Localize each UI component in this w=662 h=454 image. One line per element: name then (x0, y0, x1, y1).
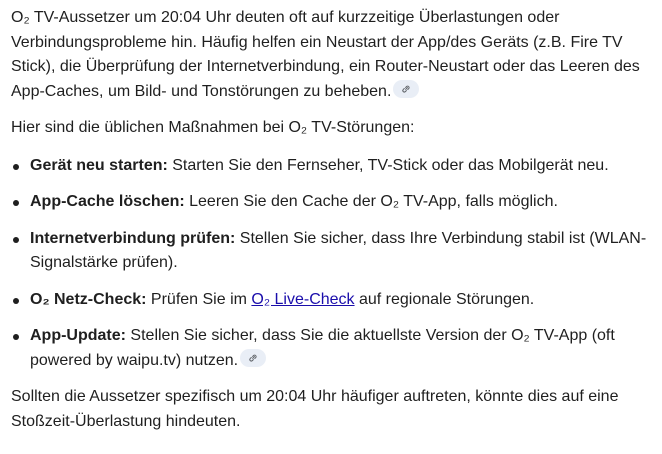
measures-lead: Hier sind die üblichen Maßnahmen bei O₂ TV-Störungen: (11, 119, 415, 136)
source-link-chip[interactable] (240, 349, 266, 367)
measure-title: O₂ Netz-Check: (30, 290, 147, 308)
list-item (11, 154, 650, 179)
measure-title: App-Update: (30, 327, 126, 344)
measure-text: Leeren Sie den Cache der O₂ TV-App, falls möglich. (184, 193, 558, 210)
bullet-dot (13, 200, 19, 206)
bullet-dot (13, 237, 19, 243)
measure-text-after: auf regionale Störungen. (354, 290, 535, 308)
link-icon (400, 83, 412, 95)
measure-text: Stellen Sie sicher, dass Sie die aktuellste Version der O₂ TV-App (oft powered by waipu.tv) nutzen. (30, 327, 615, 369)
measure-title: Internetverbindung prüfen: (30, 229, 236, 247)
link-icon (247, 352, 259, 364)
intro-paragraph (11, 6, 650, 104)
list-item (11, 288, 650, 313)
bullet-dot (13, 164, 19, 170)
bullet-dot (13, 298, 19, 304)
bullet-dot (13, 334, 19, 340)
o2-live-check-link[interactable]: O₂ Live-Check (251, 290, 355, 308)
measure-title: Gerät neu starten: (30, 156, 168, 174)
list-item (11, 190, 650, 215)
closing-paragraph: Sollten die Aussetzer spezifisch um 20:04 Uhr häufiger auftreten, könnte dies auf eine Stoßzeit-Überlastung hindeuten. (11, 388, 619, 430)
list-item (11, 324, 650, 373)
measure-text: Starten Sie den Fernseher, TV-Stick oder das Mobilgerät neu. (167, 156, 609, 174)
intro-text: O₂ TV-Aussetzer um 20:04 Uhr deuten oft auf kurzzeitige Überlastungen oder Verbindungsprobleme hin. Häufig helfen ein Neustart der App/des Geräts (z.B. Fire TV Stick), die Überprüfung der Internetverbindung, ein Router-Neustart oder das Leeren des App-Caches, um Bild- und Tonstörungen zu beheben. (11, 9, 640, 100)
list-item (11, 227, 650, 276)
measure-text: Stellen Sie sicher, dass Ihre Verbindung stabil ist (WLAN-Signalstärke prüfen). (30, 229, 647, 271)
measures-list (11, 154, 650, 374)
source-link-chip[interactable] (393, 80, 419, 98)
measure-text-before: Prüfen Sie im (146, 290, 252, 308)
measure-title: App-Cache löschen: (30, 193, 185, 210)
